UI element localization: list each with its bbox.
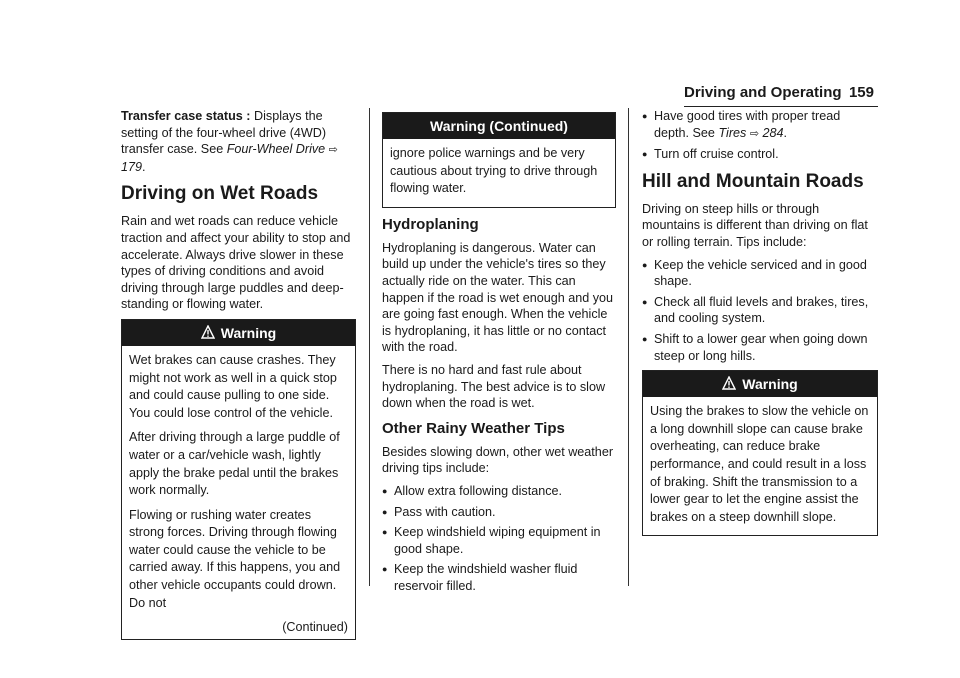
warning-body: [122, 346, 355, 639]
tires-bullet-text: Have good tires with proper tread depth.: [654, 109, 841, 140]
hill-tips-list: [642, 257, 878, 365]
transfer-case-label: Transfer case status :: [121, 109, 251, 123]
hill-roads-intro: Driving on steep hills or through mountains is different than driving on flat or rolling terrain. Tips include:: [642, 201, 868, 249]
rainy-tips-heading: Other Rainy Weather Tips: [382, 419, 565, 437]
hydroplaning-heading: Hydroplaning: [382, 215, 479, 233]
warning-body: [643, 397, 877, 535]
warning-downhill-text: Using the brakes to slow the vehicle on a long downhill slope can cause brake overheating, can reduce brake performance, and could result in a loss of braking. Shift the transmission to a lower gear to let the engine assist the brakes on a steep downhill slope.: [650, 404, 869, 524]
see-text: See: [692, 125, 715, 140]
warning-box-wet-brakes: [121, 319, 356, 640]
warning-title: Warning: [742, 376, 798, 393]
column-divider-1: [369, 108, 370, 586]
warning-title: Warning: [220, 324, 277, 341]
warning-continued-body: [383, 139, 615, 207]
hill-roads-heading: Hill and Mountain Roads: [642, 170, 864, 192]
wet-roads-heading: Driving on Wet Roads: [121, 183, 319, 205]
page-ref-arrow-icon: ⇨: [749, 127, 760, 140]
see-text: See: [200, 142, 224, 157]
section-title: Driving and Operating: [684, 84, 842, 101]
list-item: ● Keep windshield wiping equipment in good shape.: [382, 524, 616, 557]
tires-link[interactable]: Tires: [718, 125, 747, 140]
warning-icon: [722, 372, 736, 398]
warning-box-downhill: [642, 370, 878, 536]
warning-icon: [201, 321, 215, 347]
page-number: 159: [848, 84, 874, 101]
tires-cruise-list: [642, 108, 878, 163]
warning-header: [643, 371, 877, 397]
continued-label: (Continued): [282, 620, 348, 635]
list-item: ● Turn off cruise control.: [642, 146, 878, 163]
transfer-case-paragraph: Transfer case status : Displays the setting of the four-wheel drive (4WD) transfer case. See Four-Wheel Drive ⇨ 179.: [121, 109, 338, 174]
tires-page-ref[interactable]: 284: [762, 125, 784, 140]
warning-paragraph-1: Wet brakes can cause crashes. They might not work as well in a quick stop and could cause pulling to one side. You could lose control of the vehicle.: [129, 352, 337, 420]
four-wheel-drive-page-ref[interactable]: 179: [121, 159, 143, 174]
list-item: ● Pass with caution.: [382, 504, 616, 521]
list-item: ● Check all fluid levels and brakes, tires, and cooling system.: [642, 294, 878, 327]
warning-paragraph-3: Flowing or rushing water creates strong forces. Driving through flowing water could cause the vehicle to be carried away. If this happens, you and other vehicle occupants could drown. Do not: [129, 507, 341, 610]
list-item: ● Shift to a lower gear when going down steep or long hills.: [642, 331, 878, 364]
list-item: ● Keep the windshield washer fluid reservoir filled.: [382, 561, 616, 594]
header-rule: [684, 106, 878, 107]
rainy-tips-intro: Besides slowing down, other wet weather driving tips include:: [382, 444, 614, 476]
warning-header: [122, 320, 355, 346]
list-item: ● Have good tires with proper tread depth. See Tires ⇨ 284.: [642, 108, 878, 142]
page-header: [684, 84, 878, 104]
page-ref-arrow-icon: ⇨: [328, 144, 338, 157]
column-1: [121, 108, 356, 648]
column-3: [642, 108, 878, 544]
list-item: ● Allow extra following distance.: [382, 483, 616, 500]
warning-continued-header: Warning (Continued): [383, 113, 615, 139]
column-divider-2: [628, 108, 629, 586]
list-item: ● Keep the vehicle serviced and in good shape.: [642, 257, 878, 290]
warning-box-continued: [382, 112, 616, 208]
wet-roads-text: Rain and wet roads can reduce vehicle traction and affect your ability to stop and accelerate. Always drive slower in these types of driving conditions and avoid driving through large puddles and deep-standing or flowing water.: [121, 214, 351, 312]
warning-continued-text: ignore police warnings and be very cautious about trying to drive through flowing water.: [390, 146, 598, 196]
hydroplaning-paragraph-1: Hydroplaning is dangerous. Water can build up under the vehicle's tires so they actually ride on the water. This can happen if the road is wet enough and you are going fast enough. When the vehicle is hydroplaning, it has little or no contact with the road.: [382, 240, 614, 355]
transfer-case-text: Displays the setting of the four-wheel drive (4WD) transfer case.: [121, 109, 327, 157]
rainy-tips-list: [382, 483, 616, 595]
four-wheel-drive-link[interactable]: Four-Wheel Drive: [226, 142, 326, 157]
warning-paragraph-2: After driving through a large puddle of water or a car/vehicle wash, lightly apply the brake pedal until the brakes work normally.: [129, 430, 340, 498]
column-2: [382, 108, 616, 598]
hydroplaning-paragraph-2: There is no hard and fast rule about hydroplaning. The best advice is to slow down when the road is wet.: [382, 362, 606, 411]
